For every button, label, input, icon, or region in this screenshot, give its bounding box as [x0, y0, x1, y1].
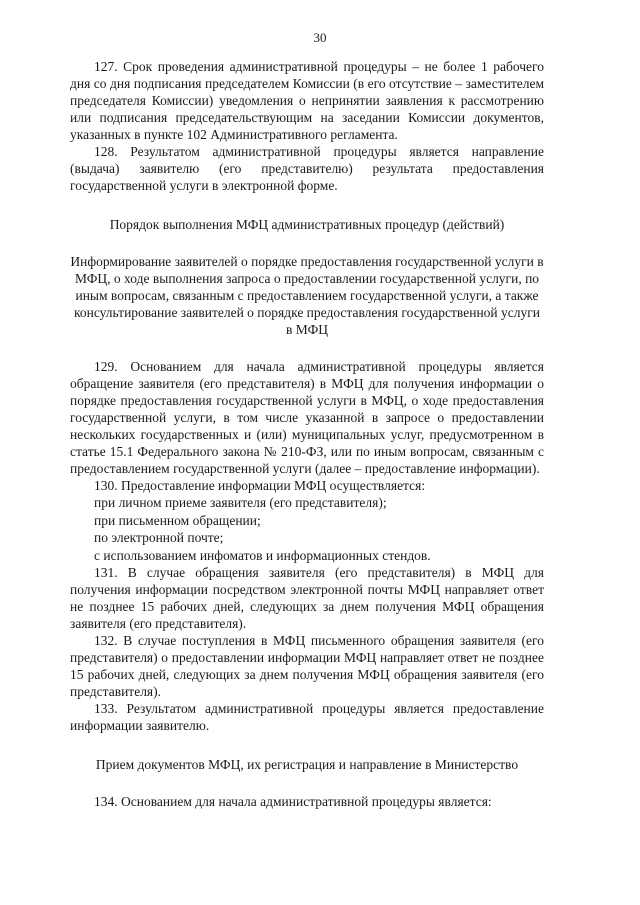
document-body — [70, 58, 544, 810]
paragraph-130: 130. Предоставление информации МФЦ осуществляется: — [94, 478, 426, 493]
paragraph-132: 132. В случае поступления в МФЦ письменного обращения заявителя (его представителя) о предоставлении информации МФЦ направляет ответ не позднее 15 рабочих дней, следующих за днем получения МФЦ обращения заявителя (его представителя). — [70, 633, 544, 699]
list-item: с использованием инфоматов и информационных стендов. — [94, 547, 431, 563]
list-item: при личном приеме заявителя (его представителя); — [94, 495, 387, 510]
paragraph-129: 129. Основанием для начала административной процедуры является обращение заявителя (его представителя) в МФЦ для получения информации о порядке предоставления государственной услуги в МФЦ, о ходе предоставления государственной услуги, в том числе указанной в запросе о предоставлении нескольких государственных и (или) муниципальных услуг, предусмотренном в статье 15.1 Федерального закона № 210-ФЗ, или по иным вопросам, связанным с предоставлением государственной услуги (далее – предоставление информации). — [70, 359, 544, 476]
section-heading-document-reception: Прием документов МФЦ, их регистрация и направление в Министерство — [95, 757, 519, 772]
list-item: при письменном обращении; — [94, 512, 261, 528]
paragraph-134: 134. Основанием для начала административной процедуры является: — [94, 794, 492, 809]
paragraph-133: 133. Результатом административной процедуры является предоставление информации заявителю. — [70, 701, 544, 733]
list-item: по электронной почте; — [94, 530, 224, 545]
paragraph-131: 131. В случае обращения заявителя (его представителя) в МФЦ для получения информации посредством электронной почты МФЦ направляет ответ не позднее 15 рабочих дней, следующих за днем получения МФЦ обращения заявителя (его представителя). — [70, 565, 544, 631]
section-heading-mfc-procedures: Порядок выполнения МФЦ административных процедур (действий) — [109, 217, 505, 232]
subsection-heading-informing: Информирование заявителей о порядке предоставления государственной услуги в МФЦ, о ходе выполнения запроса о предоставлении государственной услуги, по иным вопросам, связанным с предоставлением государственной услуги, а также консультирование заявителей о порядке предоставления государственной услуги в МФЦ — [70, 254, 544, 337]
paragraph-128: 128. Результатом административной процедуры является направление (выдача) заявителю (его представителю) результата предоставления государственной услуги в электронной форме. — [70, 144, 544, 193]
page-number: 30 — [313, 30, 327, 45]
paragraph-127: 127. Срок проведения административной процедуры – не более 1 рабочего дня со дня подписания председателем Комиссии (в его отсутствие – заместителем председателя Комиссии) уведомления о непринятии заявления к рассмотрению или подписания председательствующим на заседании Комиссии документов, указанных в пункте 102 Административного регламента. — [70, 59, 544, 142]
